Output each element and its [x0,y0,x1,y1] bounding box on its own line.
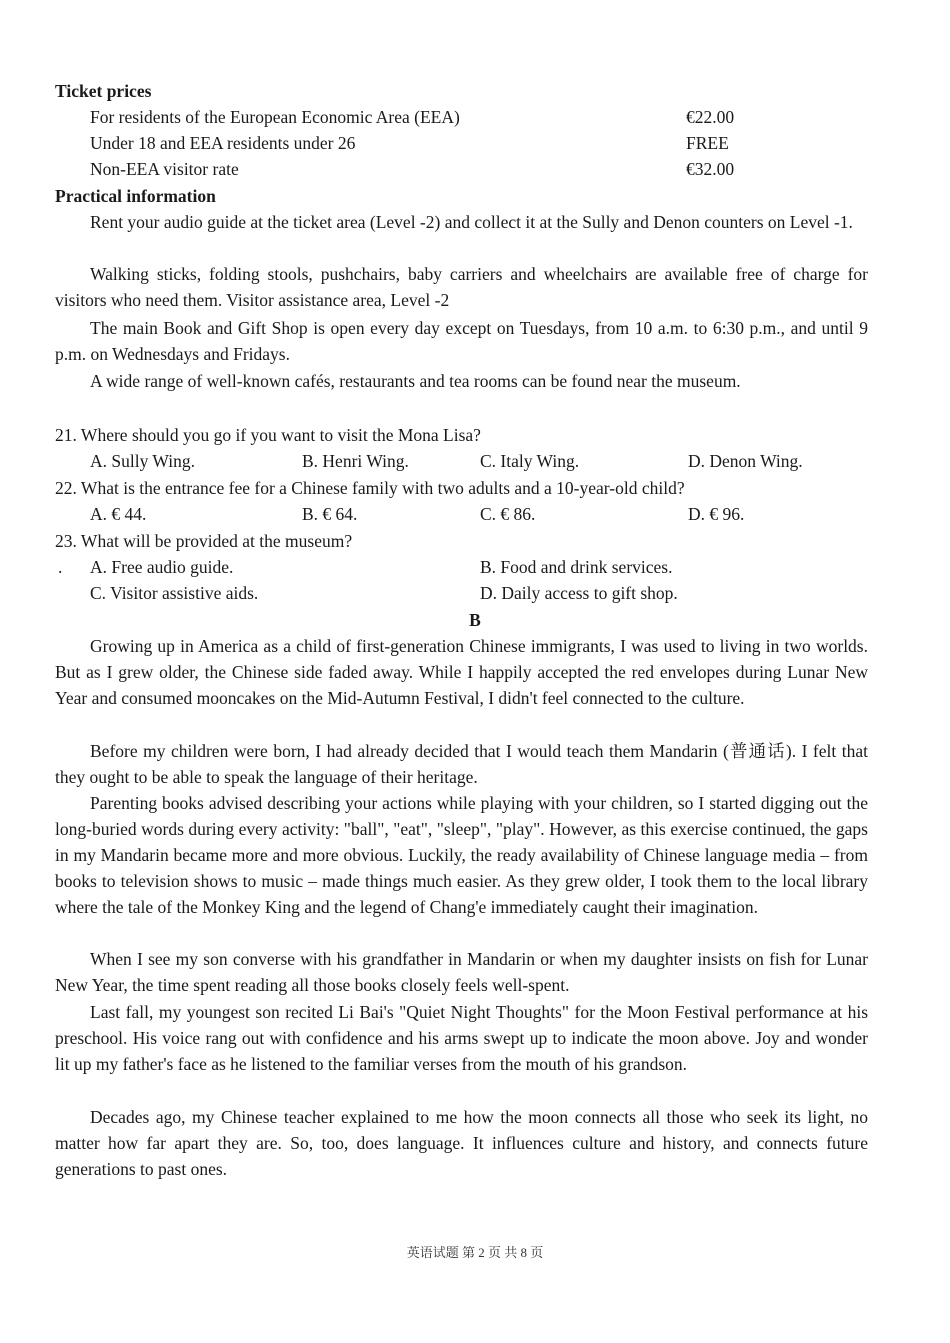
option-b: B. Food and drink services. [480,557,673,577]
option-b: B. Henri Wing. [302,451,409,471]
option-d: D. Daily access to gift shop. [480,583,678,603]
question-23-options-row2 [90,580,870,606]
price-label: Non-EEA visitor rate [90,159,239,179]
price-label: Under 18 and EEA residents under 26 [90,133,356,153]
option-c: C. Visitor assistive aids. [90,583,259,603]
passage-paragraph: Parenting books advised describing your actions while playing with your children, so I started digging out the long-buried words during every activity: "ball", "eat", "sleep", "play". However, as this exercise continued, the gaps in my Mandarin became more and more obvious. Luckily, the ready availability of Chinese language media – from books to television shows to music – made things much easier. As they grew older, I took them to the local library where the tale of the Monkey King and the legend of Chang'e immediately caught their imagination. [55,793,868,917]
passage-b-label: B [469,610,481,630]
price-label: For residents of the European Economic Area (EEA) [90,107,460,127]
option-d: D. Denon Wing. [688,451,803,471]
question-23: 23. What will be provided at the museum? [55,531,353,551]
ticket-prices-heading: Ticket prices [55,81,152,101]
question-21: 21. Where should you go if you want to visit the Mona Lisa? [55,425,481,445]
option-a: A. Free audio guide. [90,557,234,577]
passage-paragraph: Last fall, my youngest son recited Li Bai's "Quiet Night Thoughts" for the Moon Festival performance at his preschool. His voice rang out with confidence and his arms swept up to indicate the moon above. Joy and wonder lit up my father's face as he listened to the familiar verses from the mouth of his grandson. [55,1002,868,1074]
practical-paragraph: The main Book and Gift Shop is open every day except on Tuesdays, from 10 a.m. to 6:30 p.m., and until 9 p.m. on Wednesdays and Fridays. [55,318,868,364]
option-a: A. € 44. [90,504,147,524]
practical-paragraph: Walking sticks, folding stools, pushchairs, baby carriers and wheelchairs are available free of charge for visitors who need them. Visitor assistance area, Level -2 [55,264,868,310]
practical-paragraph: Rent your audio guide at the ticket area (Level -2) and collect it at the Sully and Denon counters on Level -1. [90,212,853,232]
passage-paragraph: Before my children were born, I had already decided that I would teach them Mandarin (普通话). I felt that they ought to be able to speak the language of their heritage. [55,741,868,787]
passage-paragraph: Growing up in America as a child of first-generation Chinese immigrants, I was used to living in two worlds. But as I grew older, the Chinese side faded away. While I happily accepted the red envelopes during Lunar New Year and consumed mooncakes on the Mid-Autumn Festival, I didn't feel connected to the culture. [55,636,868,708]
passage-paragraph: Decades ago, my Chinese teacher explained to me how the moon connects all those who seek its light, no matter how far apart they are. So, too, does language. It influences culture and history, and connects future generations to past ones. [55,1107,868,1179]
question-23-options-row1 [90,554,870,580]
price-value: FREE [686,133,729,153]
practical-info-heading: Practical information [55,186,216,206]
question-22-options [90,501,870,527]
option-a: A. Sully Wing. [90,451,195,471]
price-value: €22.00 [686,107,735,127]
page-footer: 英语试题 第 2 页 共 8 页 [406,1245,544,1260]
option-c: C. € 86. [480,504,536,524]
question-22: 22. What is the entrance fee for a Chinese family with two adults and a 10-year-old child? [55,478,685,498]
stray-mark: . [58,557,63,577]
practical-paragraph: A wide range of well-known cafés, restaurants and tea rooms can be found near the museum. [90,371,741,391]
option-d: D. € 96. [688,504,745,524]
price-value: €32.00 [686,159,735,179]
option-c: C. Italy Wing. [480,451,580,471]
question-21-options [90,448,870,474]
option-b: B. € 64. [302,504,358,524]
passage-paragraph: When I see my son converse with his grandfather in Mandarin or when my daughter insists on fish for Lunar New Year, the time spent reading all those books closely feels well-spent. [55,949,868,995]
